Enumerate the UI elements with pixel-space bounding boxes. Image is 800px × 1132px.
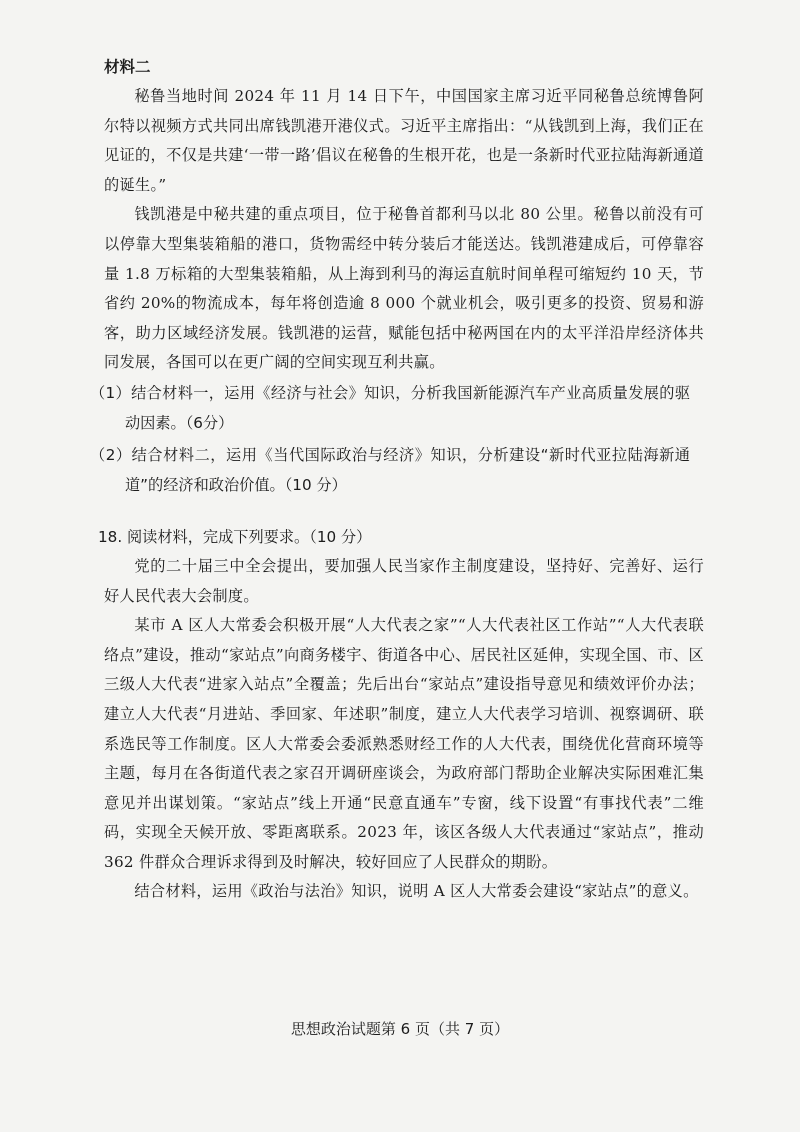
question-18-paragraph-2: 某市 A 区人大常委会积极开展“人大代表之家”“人大代表社区工作站”“人大代表联络点”建设，推动“家站点”向商务楼宇、街道各中心、居民社区延伸，实现全国、市、区三级人大代表“进家入站点”全覆盖；先后出台“家站点”建设指导意见和绩效评价办法；建立人大代表“月进站、季回家、年述职”制度，建立人大代表学习培训、视察调研、联系选民等工作制度。区人大常委会委派熟悉财经工作的人大代表，围绕优化营商环境等主题，每月在各街道代表之家召开调研座谈会，为政府部门帮助企业解决实际困难汇集意见并出谋划策。“家站点”线上开通“民意直通车”专窗，线下设置“有事找代表”二维码，实现全天候开放、零距离联系。2023 年，该区各级人大代表通过“家站点”，推动 362 件群众合理诉求得到及时解决，较好回应了人民群众的期盼。 [104, 616, 704, 871]
material-two-paragraph-2: 钱凯港是中秘共建的重点项目，位于秘鲁首都利马以北 80 公里。秘鲁以前没有可以停靠大型集装箱船的港口，货物需经中转分装后才能送达。钱凯港建成后，可停靠容量 1.8 万标箱的大型集装箱船，从上海到利马的海运直航时间单程可缩短约 10 天，节省约 20%的物流成本，每年将创造逾 8 000 个就业机会，吸引更多的投资、贸易和游客，助力区域经济发展。钱凯港的运营，赋能包括中秘两国在内的太平洋沿岸经济体共同发展，各国可以在更广阔的空间实现互利共赢。 [104, 205, 704, 372]
question-17-2 [90, 440, 690, 500]
question-number: （2） [90, 445, 132, 464]
question-text: 结合材料二，运用《当代国际政治与经济》知识，分析建设“新时代亚拉陆海新通道”的经济和政治价值。（10 分） [124, 445, 690, 494]
question-18-prompt: 结合材料，运用《政治与法治》知识，说明 A 区人大常委会建设“家站点”的意义。 [134, 882, 699, 901]
question-18-paragraph-1: 党的二十届三中全会提出，要加强人民当家作主制度建设，坚持好、完善好、运行好人民代表大会制度。 [104, 556, 704, 605]
question-18-title: 18. 阅读材料，完成下列要求。（10 分） [98, 527, 372, 546]
question-text: 结合材料一，运用《经济与社会》知识，分析我国新能源汽车产业高质量发展的驱动因素。（6分） [124, 383, 691, 432]
question-number: （1） [90, 383, 132, 402]
material-two-heading: 材料二 [104, 58, 151, 76]
page-footer: 思想政治试题第 6 页（共 7 页） [290, 1020, 510, 1038]
question-17-1 [90, 378, 690, 438]
material-two-paragraph-1: 秘鲁当地时间 2024 年 11 月 14 日下午，中国国家主席习近平同秘鲁总统博鲁阿尔特以视频方式共同出席钱凯港开港仪式。习近平主席指出：“从钱凯到上海，我们正在见证的，不仅是共建‘一带一路’倡议在秘鲁的生根开花，也是一条新时代亚拉陆海新通道的诞生。” [104, 87, 704, 194]
